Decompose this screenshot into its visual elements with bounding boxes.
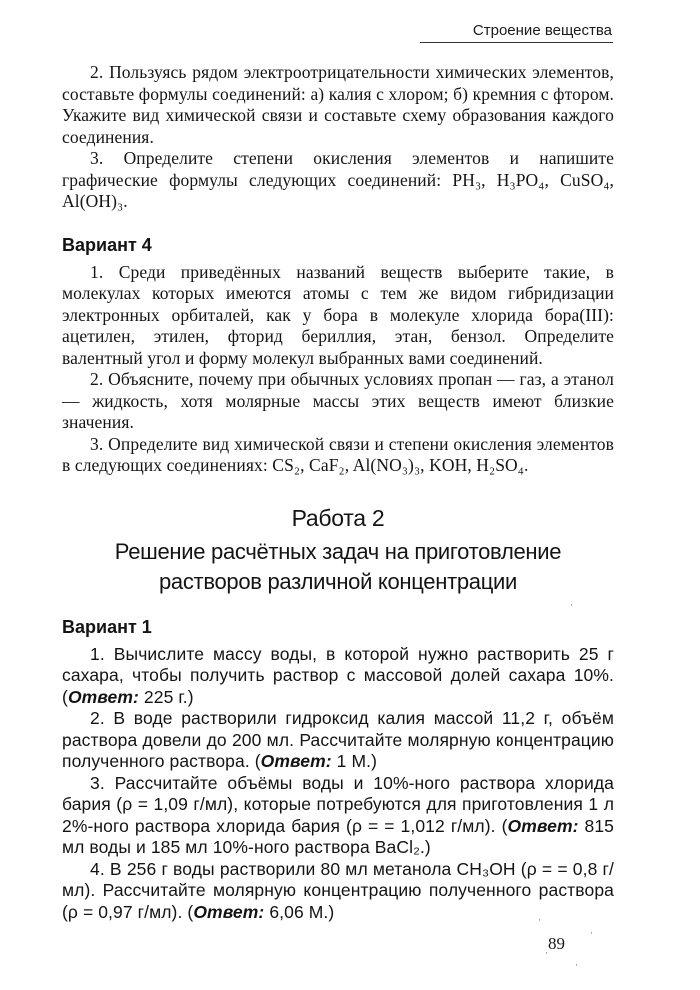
task-paragraph	[62, 644, 614, 709]
running-title: Строение вещества	[472, 22, 612, 39]
answer-value: 225 г.)	[138, 686, 194, 707]
scan-speck: ·	[570, 600, 573, 610]
work-subtitle	[62, 537, 614, 597]
section-title-variant-1: Вариант 1	[62, 616, 152, 637]
task-text: 1. Вычислите массу воды, в которой нужно растворить 25 г сахара, чтобы получить раствор с массовой долей сахара 10%. (	[62, 643, 614, 707]
task-text: 4. В 256 г воды растворили 80 мл метанола CH₃OH (ρ = = 0,8 г/мл). Рассчитайте молярную концентрацию полученного раствора (ρ = 0,97 г/мл). (	[62, 858, 614, 922]
task-text: 3. Рассчитайте объёмы воды и 10%-ного раствора хлорида бария (ρ = 1,09 г/мл), которые потребуются для приготовления 1 л 2%-ного раствора хлорида бария (ρ = = 1,012 г/мл). (	[62, 772, 614, 836]
task-paragraph: 2. Объясните, почему при обычных условиях пропан — газ, а этанол — жидкость, хотя молярные массы этих веществ имеют близкие значения.	[62, 369, 614, 432]
answer-value: 1 М.)	[331, 751, 378, 771]
scan-speck: ·	[590, 928, 593, 938]
answer-value: 6,06 М.)	[264, 901, 335, 922]
section-title-variant-4: Вариант 4	[62, 234, 152, 255]
task-paragraph	[62, 708, 614, 773]
answer-label: Ответ:	[193, 901, 265, 922]
task-paragraph: 3. Определите степени окисления элементов и напишите графические формулы следующих соединений: PH₃, H₃PO₄, CuSO₄, Al(OH)₃.	[62, 148, 614, 211]
scan-speck: ·	[545, 948, 548, 958]
answer-label: Ответ:	[67, 686, 139, 707]
work-subtitle-line-2: растворов различной концентрации	[158, 568, 518, 594]
page-number: 89	[548, 934, 565, 953]
work-subtitle-line-1: Решение расчётных задач на приготовление	[114, 538, 562, 564]
header-rule	[420, 42, 613, 43]
task-paragraph: 3. Определите вид химической связи и степени окисления элементов в следующих соединениях: CS₂, CaF₂, Al(NO₃)₃, KOH, H₂SO₄.	[62, 433, 614, 475]
task-paragraph: 1. Среди приведённых названий веществ выберите такие, в молекулах которых имеются атомы с тем же видом гибридизации электронных орбиталей, как у бора в молекуле хлорида бора(III): ацетилен, этилен, фторид бериллия, этан, бензол. Определите валентный угол и форму молекул выбранных вами соединений.	[62, 261, 614, 368]
task-paragraph	[62, 773, 614, 859]
work-title: Работа 2	[291, 504, 385, 531]
answer-label: Ответ:	[507, 815, 579, 836]
scan-speck: ·	[538, 915, 541, 925]
task-paragraph: 2. Пользуясь рядом электроотрицательности химических элементов, составьте формулы соединений: а) калия с хлором; б) кремния с фтором. Укажите вид химической связи и составьте схему образования каждого соединения.	[62, 62, 614, 147]
answer-label: Ответ:	[260, 751, 332, 771]
task-paragraph	[62, 859, 614, 924]
answer-value: 815 мл воды и 185 мл 10%-ного раствора BaCl₂.)	[62, 815, 614, 857]
scan-speck: ·	[575, 960, 578, 970]
page-content	[62, 62, 614, 923]
task-text: 2. В воде растворили гидроксид калия массой 11,2 г, объём раствора довели до 200 мл. Рассчитайте молярную концентрацию полученного раствора. (	[62, 708, 614, 771]
